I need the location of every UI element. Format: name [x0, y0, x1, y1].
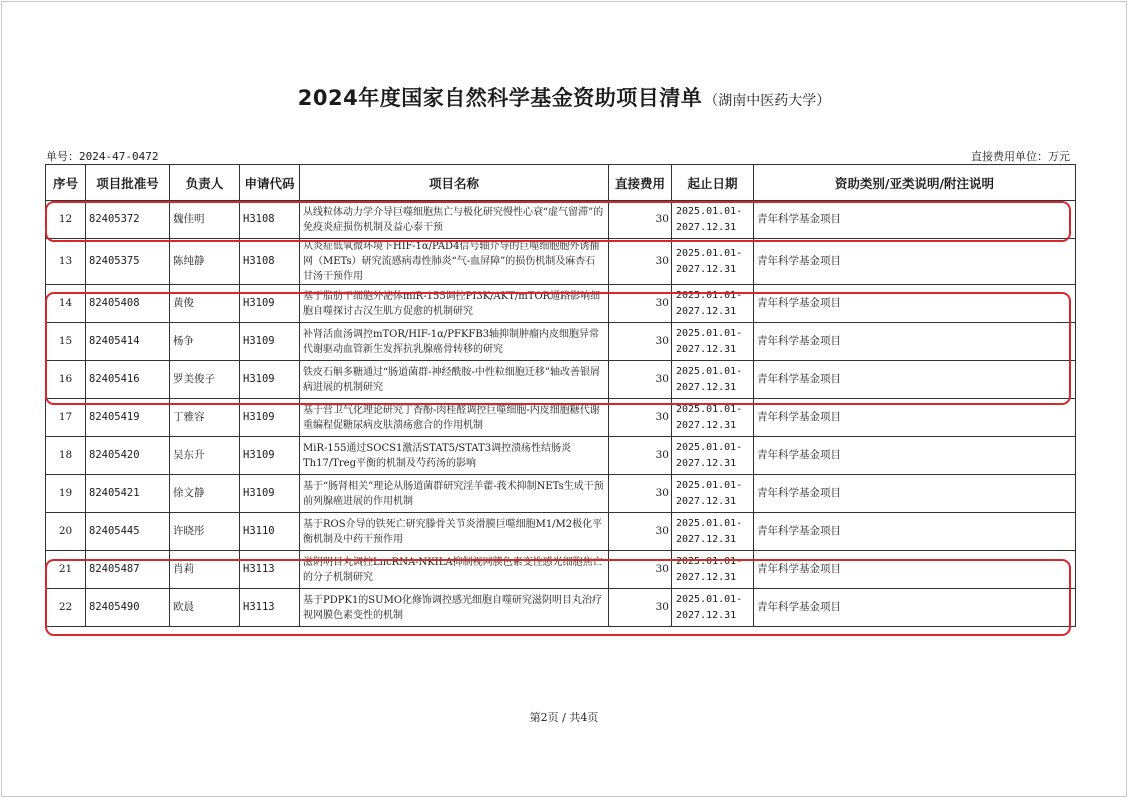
page-title — [2, 82, 1126, 112]
date-start: 2025.01.01- — [676, 206, 743, 217]
application-code: H3109 — [240, 437, 300, 475]
table-row — [46, 323, 1076, 361]
direct-cost: 30 — [609, 399, 672, 437]
project-leader: 欧晨 — [170, 589, 240, 627]
row-number: 20 — [46, 513, 86, 551]
project-leader: 徐文静 — [170, 475, 240, 513]
column-header: 起止日期 — [672, 165, 754, 201]
date-end: 2027.12.31 — [676, 609, 737, 621]
direct-cost: 30 — [609, 285, 672, 323]
funding-category: 青年科学基金项目 — [754, 285, 1076, 323]
funding-category: 青年科学基金项目 — [754, 201, 1076, 239]
table-row — [46, 475, 1076, 513]
direct-cost: 30 — [609, 513, 672, 551]
project-name: 补肾活血汤调控mTOR/HIF-1α/PFKFB3轴抑制肿瘤内皮细胞异常代谢驱动血管新生发挥抗乳腺癌骨转移的研究 — [300, 323, 609, 361]
date-range — [672, 551, 754, 589]
date-end: 2027.12.31 — [676, 495, 737, 507]
date-end: 2027.12.31 — [676, 343, 737, 355]
application-code: H3113 — [240, 551, 300, 589]
date-end: 2027.12.31 — [676, 457, 737, 469]
table-row — [46, 201, 1076, 239]
approval-number: 82405414 — [86, 323, 170, 361]
date-end: 2027.12.31 — [676, 221, 737, 233]
application-code: H3113 — [240, 589, 300, 627]
date-start: 2025.01.01- — [676, 480, 743, 491]
document-page — [1, 1, 1127, 797]
row-number: 17 — [46, 399, 86, 437]
application-code: H3109 — [240, 323, 300, 361]
date-range — [672, 513, 754, 551]
table-body — [46, 201, 1076, 627]
title-subtitle: （湖南中医药大学） — [704, 93, 831, 109]
doc-number: 单号：2024-47-0472 — [46, 150, 159, 163]
funding-category: 青年科学基金项目 — [754, 239, 1076, 285]
project-name: 基于脂肪干细胞外泌体miR-155调控PI3K/AKT/mTOR通路影响细胞自噬探讨古汉生肌方促愈的机制研究 — [300, 285, 609, 323]
row-number: 18 — [46, 437, 86, 475]
project-leader: 杨争 — [170, 323, 240, 361]
funding-category: 青年科学基金项目 — [754, 323, 1076, 361]
date-end: 2027.12.31 — [676, 419, 737, 431]
column-header: 资助类别/亚类说明/附注说明 — [754, 165, 1076, 201]
table-row — [46, 437, 1076, 475]
project-leader: 黄俊 — [170, 285, 240, 323]
approval-number: 82405490 — [86, 589, 170, 627]
project-table — [45, 164, 1076, 627]
project-leader: 丁雅容 — [170, 399, 240, 437]
application-code: H3109 — [240, 475, 300, 513]
row-number: 22 — [46, 589, 86, 627]
column-header: 序号 — [46, 165, 86, 201]
approval-number: 82405487 — [86, 551, 170, 589]
column-header: 申请代码 — [240, 165, 300, 201]
row-number: 12 — [46, 201, 86, 239]
date-start: 2025.01.01- — [676, 556, 743, 567]
column-header: 项目批准号 — [86, 165, 170, 201]
date-range — [672, 399, 754, 437]
table-row — [46, 589, 1076, 627]
project-name: 从线粒体动力学介导巨噬细胞焦亡与极化研究慢性心衰“虚气留滞”的免疫炎症损伤机制及益心泰干预 — [300, 201, 609, 239]
date-start: 2025.01.01- — [676, 328, 743, 339]
date-start: 2025.01.01- — [676, 594, 743, 605]
funding-category: 青年科学基金项目 — [754, 513, 1076, 551]
approval-number: 82405372 — [86, 201, 170, 239]
table-row — [46, 399, 1076, 437]
direct-cost: 30 — [609, 239, 672, 285]
application-code: H3109 — [240, 361, 300, 399]
application-code: H3110 — [240, 513, 300, 551]
project-name: 基于PDPK1的SUMO化修饰调控感光细胞自噬研究滋阴明目丸治疗视网膜色素变性的机制 — [300, 589, 609, 627]
date-end: 2027.12.31 — [676, 533, 737, 545]
date-range — [672, 239, 754, 285]
row-number: 14 — [46, 285, 86, 323]
direct-cost: 30 — [609, 437, 672, 475]
column-header: 项目名称 — [300, 165, 609, 201]
row-number: 21 — [46, 551, 86, 589]
table-row — [46, 361, 1076, 399]
funding-category: 青年科学基金项目 — [754, 361, 1076, 399]
date-range — [672, 437, 754, 475]
project-leader: 陈纯静 — [170, 239, 240, 285]
project-name: 从炎症低氧微环境下HIF-1α/PAD4信号轴介导的巨噬细胞胞外诱捕网（METs）研究流感病毒性肺炎“气-血屏障”的损伤机制及麻杏石甘汤干预作用 — [300, 239, 609, 285]
project-name: 基于营卫气化理论研究丁香酚-肉桂醛调控巨噬细胞-内皮细胞糖代谢重编程促糖尿病皮肤溃疡愈合的作用机制 — [300, 399, 609, 437]
approval-number: 82405421 — [86, 475, 170, 513]
direct-cost: 30 — [609, 361, 672, 399]
page-footer: 第2页 / 共4页 — [529, 711, 599, 724]
row-number: 16 — [46, 361, 86, 399]
direct-cost: 30 — [609, 201, 672, 239]
funding-category: 青年科学基金项目 — [754, 589, 1076, 627]
approval-number: 82405375 — [86, 239, 170, 285]
date-start: 2025.01.01- — [676, 290, 743, 301]
table-header-row — [46, 165, 1076, 201]
direct-cost: 30 — [609, 323, 672, 361]
funding-category: 青年科学基金项目 — [754, 475, 1076, 513]
funding-category: 青年科学基金项目 — [754, 551, 1076, 589]
date-start: 2025.01.01- — [676, 442, 743, 453]
column-header: 负责人 — [170, 165, 240, 201]
row-number: 15 — [46, 323, 86, 361]
date-end: 2027.12.31 — [676, 263, 737, 275]
application-code: H3109 — [240, 285, 300, 323]
project-name: 铁皮石斛多糖通过“肠道菌群-神经酰胺-中性粒细胞迁移”轴改善银屑病进展的机制研究 — [300, 361, 609, 399]
table-row — [46, 551, 1076, 589]
project-leader: 肖莉 — [170, 551, 240, 589]
table-row — [46, 513, 1076, 551]
project-leader: 吴东升 — [170, 437, 240, 475]
project-name: 基于“肠肾相关”理论从肠道菌群研究淫羊藿-莪术抑制NETs生成干预前列腺癌进展的作用机制 — [300, 475, 609, 513]
date-range — [672, 323, 754, 361]
date-end: 2027.12.31 — [676, 305, 737, 317]
date-range — [672, 201, 754, 239]
table-row — [46, 285, 1076, 323]
project-name: MiR-155通过SOCS1激活STAT5/STAT3调控溃疡性结肠炎Th17/Treg平衡的机制及芍药汤的影响 — [300, 437, 609, 475]
table-row — [46, 239, 1076, 285]
unit-note: 直接费用单位：万元 — [971, 150, 1070, 163]
funding-category: 青年科学基金项目 — [754, 437, 1076, 475]
funding-category: 青年科学基金项目 — [754, 399, 1076, 437]
project-name: 滋阴明目丸调控LncRNA-NKILA抑制视网膜色素变性感光细胞焦亡的分子机制研究 — [300, 551, 609, 589]
approval-number: 82405408 — [86, 285, 170, 323]
title-main: 2024年度国家自然科学基金资助项目清单 — [297, 86, 703, 110]
date-range — [672, 361, 754, 399]
application-code: H3108 — [240, 239, 300, 285]
approval-number: 82405420 — [86, 437, 170, 475]
direct-cost: 30 — [609, 551, 672, 589]
date-start: 2025.01.01- — [676, 248, 743, 259]
date-end: 2027.12.31 — [676, 381, 737, 393]
date-range — [672, 285, 754, 323]
date-start: 2025.01.01- — [676, 366, 743, 377]
project-leader: 魏佳明 — [170, 201, 240, 239]
row-number: 19 — [46, 475, 86, 513]
date-range — [672, 589, 754, 627]
approval-number: 82405416 — [86, 361, 170, 399]
row-number: 13 — [46, 239, 86, 285]
project-leader: 罗美俊子 — [170, 361, 240, 399]
direct-cost: 30 — [609, 475, 672, 513]
date-range — [672, 475, 754, 513]
column-header: 直接费用 — [609, 165, 672, 201]
direct-cost: 30 — [609, 589, 672, 627]
date-start: 2025.01.01- — [676, 518, 743, 529]
date-end: 2027.12.31 — [676, 571, 737, 583]
project-leader: 许晓彤 — [170, 513, 240, 551]
project-name: 基于ROS介导的铁死亡研究滕骨关节炎滑膜巨噬细胞M1/M2极化平衡机制及中药干预作用 — [300, 513, 609, 551]
approval-number: 82405419 — [86, 399, 170, 437]
approval-number: 82405445 — [86, 513, 170, 551]
application-code: H3108 — [240, 201, 300, 239]
date-start: 2025.01.01- — [676, 404, 743, 415]
application-code: H3109 — [240, 399, 300, 437]
